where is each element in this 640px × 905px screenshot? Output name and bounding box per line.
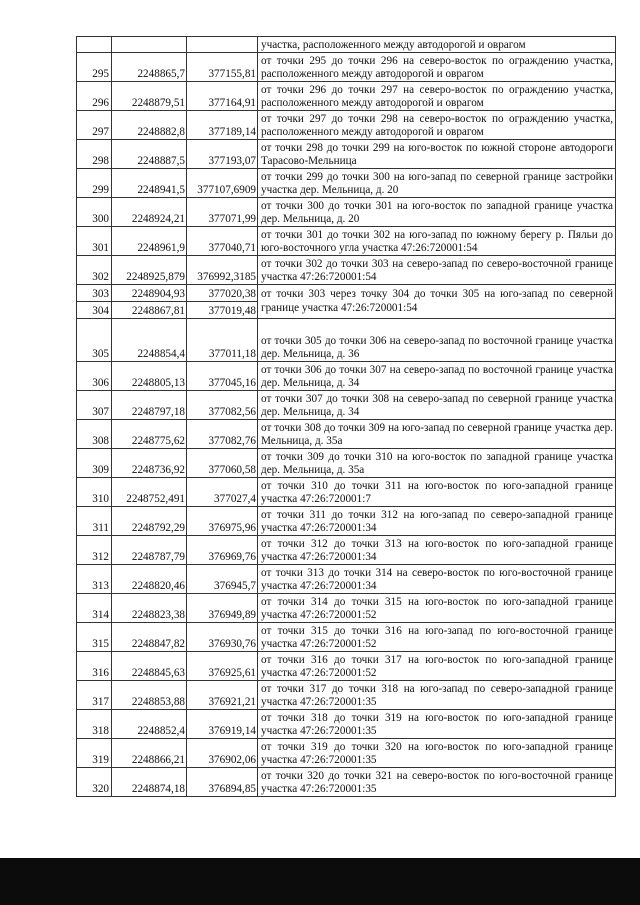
y-coordinate-cell [187,37,258,53]
boundary-description-cell: от точки 319 до точки 320 на юго-восток по юго-западной границе участка 47:26:720001:35 [258,739,616,768]
x-coordinate-cell: 2248866,21 [112,739,187,768]
boundary-description-cell: от точки 315 до точки 316 на юго-запад по юго-восточной границе участка 47:26:720001:52 [258,623,616,652]
point-number-cell: 320 [77,768,112,797]
point-number-cell: 309 [77,449,112,478]
x-coordinate-cell: 2248823,38 [112,594,187,623]
boundary-description-cell: участка, расположенного между автодорогой и оврагом [258,37,616,53]
point-number-cell: 314 [77,594,112,623]
table-row [77,198,616,227]
y-coordinate-cell: 377027,4 [187,478,258,507]
table-row [77,681,616,710]
point-number-cell: 317 [77,681,112,710]
boundary-description-cell: от точки 305 до точки 306 на северо-запад по восточной границе участка дер. Мельница, д. 36 [258,319,616,362]
boundary-description-cell: от точки 314 до точки 315 на юго-восток по юго-западной границе участка 47:26:720001:52 [258,594,616,623]
table-row [77,82,616,111]
y-coordinate-cell: 377045,16 [187,362,258,391]
point-number-cell: 297 [77,111,112,140]
table-row [77,169,616,198]
boundary-description-cell: от точки 313 до точки 314 на северо-восток по юго-восточной границе участка 47:26:720001:34 [258,565,616,594]
boundary-description-cell: от точки 309 до точки 310 на юго-восток по западной границе участка дер. Мельница, д. 35а [258,449,616,478]
table-row [77,420,616,449]
x-coordinate-cell: 2248874,18 [112,768,187,797]
table-row [77,362,616,391]
point-number-cell: 298 [77,140,112,169]
x-coordinate-cell: 2248924,21 [112,198,187,227]
y-coordinate-cell: 376925,61 [187,652,258,681]
y-coordinate-cell: 376902,06 [187,739,258,768]
boundary-description-cell: от точки 317 до точки 318 на юго-запад по северо-западной границе участка 47:26:720001:35 [258,681,616,710]
x-coordinate-cell: 2248854,4 [112,319,187,362]
table-row [77,623,616,652]
y-coordinate-cell: 377082,56 [187,391,258,420]
point-number-cell: 319 [77,739,112,768]
x-coordinate-cell: 2248941,5 [112,169,187,198]
x-coordinate-cell: 2248865,7 [112,53,187,82]
x-coordinate-cell: 2248820,46 [112,565,187,594]
x-coordinate-cell: 2248882,8 [112,111,187,140]
boundary-description-cell: от точки 318 до точки 319 на юго-восток по юго-западной границе участка 47:26:720001:35 [258,710,616,739]
x-coordinate-cell: 2248904,93 [112,285,187,302]
x-coordinate-cell: 2248852,4 [112,710,187,739]
x-coordinate-cell: 2248752,491 [112,478,187,507]
table-row [77,478,616,507]
x-coordinate-cell: 2248867,81 [112,302,187,319]
boundary-description-cell: от точки 300 до точки 301 на юго-восток по западной границе участка дер. Мельница, д. 20 [258,198,616,227]
table-row [77,256,616,285]
point-number-cell [77,37,112,53]
x-coordinate-cell: 2248792,29 [112,507,187,536]
point-number-cell: 306 [77,362,112,391]
boundary-description-cell: от точки 320 до точки 321 на северо-восток по юго-восточной границе участка 47:26:720001:35 [258,768,616,797]
y-coordinate-cell: 376930,76 [187,623,258,652]
y-coordinate-cell: 377019,48 [187,302,258,319]
boundary-description-cell: от точки 296 до точки 297 на северо-восток по ограждению участка, расположенного между автодорогой и оврагом [258,82,616,111]
y-coordinate-cell: 376975,96 [187,507,258,536]
table-row [77,37,616,53]
y-coordinate-cell: 377060,58 [187,449,258,478]
y-coordinate-cell: 376992,3185 [187,256,258,285]
boundary-description-cell: от точки 311 до точки 312 на юго-запад по северо-западной границе участка 47:26:720001:34 [258,507,616,536]
y-coordinate-cell: 377020,38 [187,285,258,302]
table-row [77,536,616,565]
scan-bottom-edge [0,858,640,905]
table-row [77,111,616,140]
boundary-description-cell: от точки 298 до точки 299 на юго-восток по южной стороне автодороги Тарасово-Мельница [258,140,616,169]
boundary-description-cell: от точки 307 до точки 308 на северо-запад по северной границе участка дер. Мельница, д. 34 [258,391,616,420]
point-number-cell: 301 [77,227,112,256]
document-page [76,36,615,797]
table-row [77,285,616,302]
point-number-cell: 310 [77,478,112,507]
x-coordinate-cell: 2248775,62 [112,420,187,449]
x-coordinate-cell: 2248787,79 [112,536,187,565]
y-coordinate-cell: 376969,76 [187,536,258,565]
boundary-points-table [76,36,616,797]
point-number-cell: 304 [77,302,112,319]
table-row [77,391,616,420]
point-number-cell: 318 [77,710,112,739]
y-coordinate-cell: 377107,6909 [187,169,258,198]
point-number-cell: 313 [77,565,112,594]
y-coordinate-cell: 376894,85 [187,768,258,797]
boundary-description-cell: от точки 295 до точки 296 на северо-восток по ограждению участка, расположенного между автодорогой и оврагом [258,53,616,82]
x-coordinate-cell: 2248797,18 [112,391,187,420]
y-coordinate-cell: 377164,91 [187,82,258,111]
boundary-description-cell: от точки 306 до точки 307 на северо-запад по восточной границе участка дер. Мельница, д. 34 [258,362,616,391]
x-coordinate-cell: 2248736,92 [112,449,187,478]
boundary-description-cell: от точки 303 через точку 304 до точки 305 на юго-запад по северной границе участка 47:26:720001:54 [258,285,616,319]
y-coordinate-cell: 376919,14 [187,710,258,739]
y-coordinate-cell: 377040,71 [187,227,258,256]
x-coordinate-cell: 2248961,9 [112,227,187,256]
point-number-cell: 315 [77,623,112,652]
boundary-description-cell: от точки 310 до точки 311 на юго-восток по юго-западной границе участка 47:26:720001:7 [258,478,616,507]
x-coordinate-cell: 2248847,82 [112,623,187,652]
boundary-description-cell: от точки 312 до точки 313 на юго-восток по юго-западной границе участка 47:26:720001:34 [258,536,616,565]
table-row [77,652,616,681]
table-row [77,710,616,739]
table-body [77,37,616,797]
y-coordinate-cell: 376945,7 [187,565,258,594]
table-row [77,507,616,536]
point-number-cell: 300 [77,198,112,227]
table-row [77,594,616,623]
x-coordinate-cell [112,37,187,53]
boundary-description-cell: от точки 301 до точки 302 на юго-запад по южному берегу р. Пяльи до юго-восточного угла участка 47:26:720001:54 [258,227,616,256]
table-row [77,140,616,169]
point-number-cell: 311 [77,507,112,536]
point-number-cell: 316 [77,652,112,681]
point-number-cell: 302 [77,256,112,285]
point-number-cell: 305 [77,319,112,362]
x-coordinate-cell: 2248845,63 [112,652,187,681]
table-row [77,319,616,362]
y-coordinate-cell: 377189,14 [187,111,258,140]
y-coordinate-cell: 377011,18 [187,319,258,362]
x-coordinate-cell: 2248925,879 [112,256,187,285]
point-number-cell: 299 [77,169,112,198]
point-number-cell: 312 [77,536,112,565]
y-coordinate-cell: 377155,81 [187,53,258,82]
boundary-description-cell: от точки 302 до точки 303 на северо-запад по северо-восточной границе участка 47:26:720001:54 [258,256,616,285]
table-row [77,449,616,478]
table-row [77,227,616,256]
point-number-cell: 296 [77,82,112,111]
y-coordinate-cell: 377193,07 [187,140,258,169]
boundary-description-cell: от точки 316 до точки 317 на юго-восток по юго-западной границе участка 47:26:720001:52 [258,652,616,681]
boundary-description-cell: от точки 308 до точки 309 на юго-запад по северной границе участка дер. Мельница, д. 35а [258,420,616,449]
x-coordinate-cell: 2248853,88 [112,681,187,710]
y-coordinate-cell: 376949,89 [187,594,258,623]
x-coordinate-cell: 2248805,13 [112,362,187,391]
x-coordinate-cell: 2248879,51 [112,82,187,111]
boundary-description-cell: от точки 299 до точки 300 на юго-запад по северной границе застройки участка дер. Мельница, д. 20 [258,169,616,198]
point-number-cell: 295 [77,53,112,82]
table-row [77,565,616,594]
table-row [77,768,616,797]
point-number-cell: 307 [77,391,112,420]
point-number-cell: 303 [77,285,112,302]
point-number-cell: 308 [77,420,112,449]
y-coordinate-cell: 377082,76 [187,420,258,449]
table-row [77,53,616,82]
boundary-description-cell: от точки 297 до точки 298 на северо-восток по ограждению участка, расположенного между автодорогой и оврагом [258,111,616,140]
table-row [77,739,616,768]
x-coordinate-cell: 2248887,5 [112,140,187,169]
y-coordinate-cell: 377071,99 [187,198,258,227]
y-coordinate-cell: 376921,21 [187,681,258,710]
